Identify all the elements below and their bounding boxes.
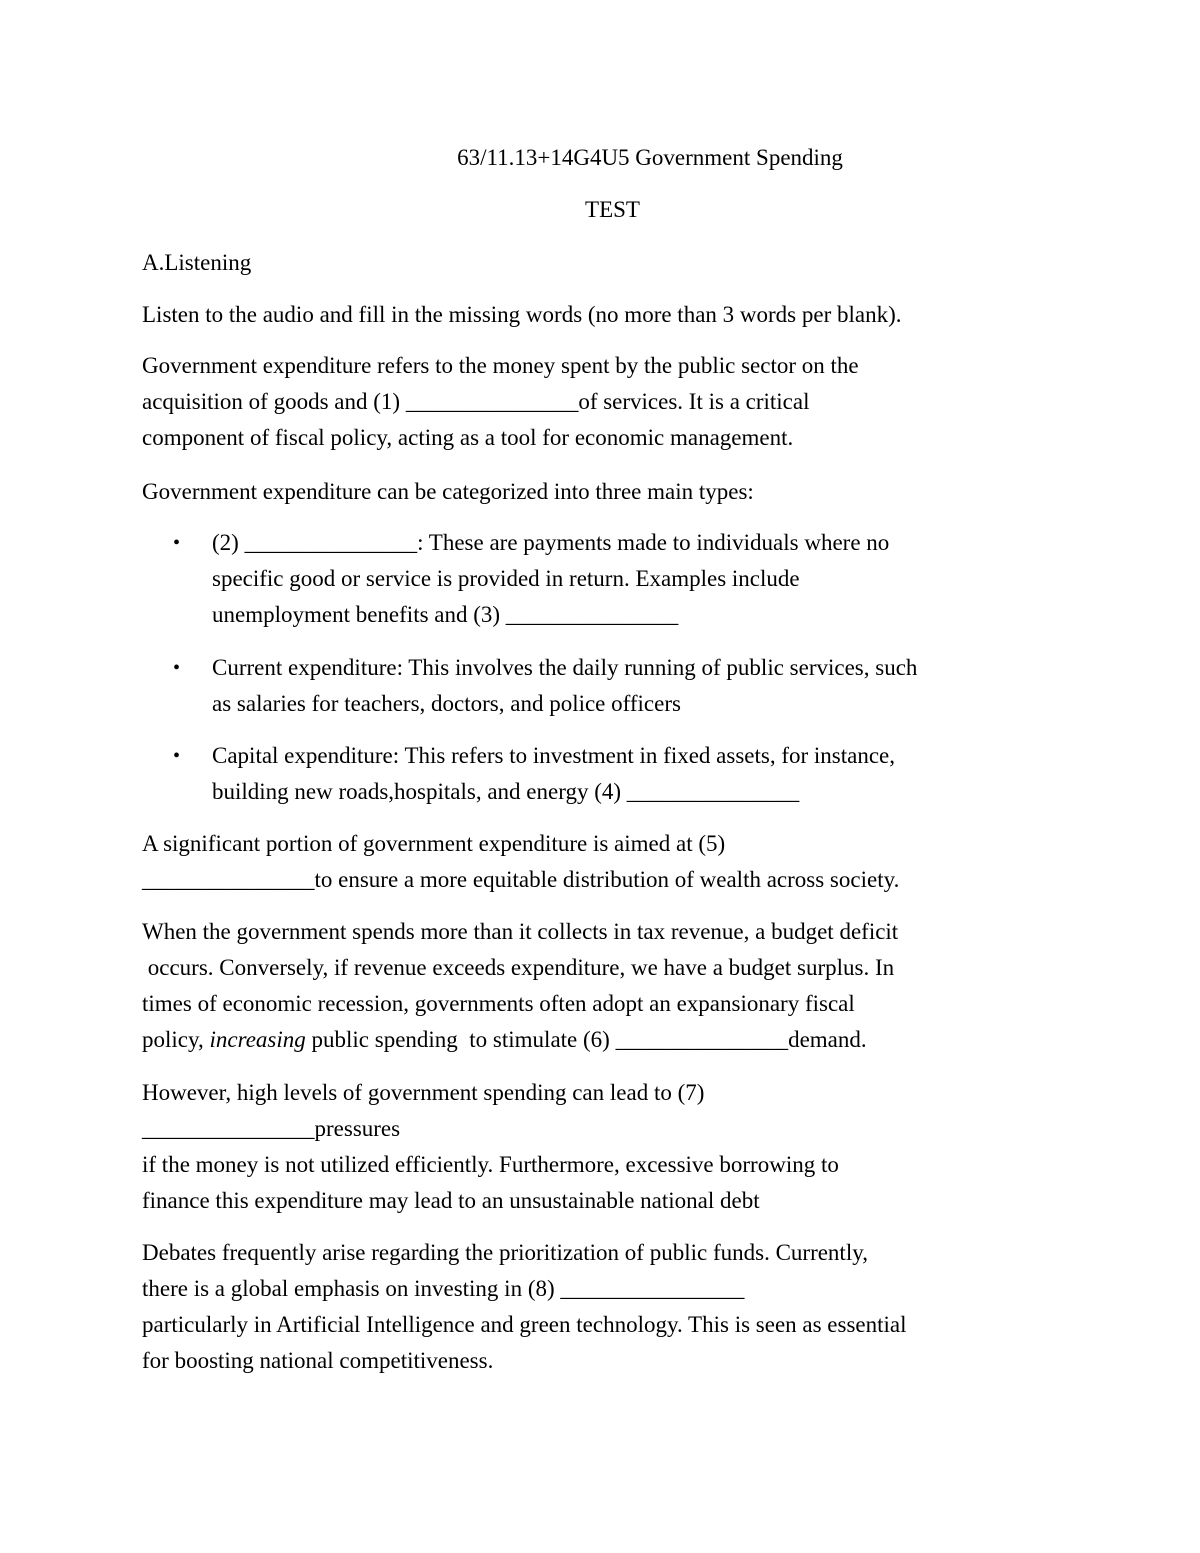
bullet-marker: • <box>173 745 181 767</box>
paragraph-line: there is a global emphasis on investing in (8) ________________ <box>142 1276 745 1301</box>
bullet-line: unemployment benefits and (3) _______________ <box>212 602 679 627</box>
bullet-line: as salaries for teachers, doctors, and police officers <box>212 691 681 716</box>
bullet-line: (2) _______________: These are payments made to individuals where no <box>212 530 890 555</box>
bullet-line: Current expenditure: This involves the daily running of public services, such <box>212 655 918 680</box>
paragraph-line: finance this expenditure may lead to an unsustainable national debt <box>142 1188 760 1213</box>
document-title: 63/11.13+14G4U5 Government Spending <box>457 145 843 170</box>
paragraph-redistribution <box>142 826 1082 898</box>
paragraph-types: Government expenditure can be categorized into three main types: <box>142 479 754 504</box>
paragraph-line: Debates frequently arise regarding the prioritization of public funds. Currently, <box>142 1240 868 1265</box>
italic-word: increasing <box>209 1027 306 1052</box>
paragraph-line: particularly in Artificial Intelligence and green technology. This is seen as essential <box>142 1312 907 1337</box>
bullet-line: specific good or service is provided in return. Examples include <box>212 566 800 591</box>
instruction-text: Listen to the audio and fill in the missing words (no more than 3 words per blank). <box>142 302 902 327</box>
paragraph-line: When the government spends more than it collects in tax revenue, a budget deficit <box>142 919 899 944</box>
paragraph-line: However, high levels of government spending can lead to (7) <box>142 1080 705 1105</box>
bullet-marker: • <box>173 657 181 679</box>
text-span: public spending to stimulate (6) _______________demand. <box>305 1027 867 1052</box>
paragraph-line: component of fiscal policy, acting as a tool for economic management. <box>142 425 794 450</box>
paragraph-line: for boosting national competitiveness. <box>142 1348 494 1373</box>
bullet-line: Capital expenditure: This refers to investment in fixed assets, for instance, <box>212 743 896 768</box>
paragraph-line: Government expenditure refers to the money spent by the public sector on the <box>142 353 859 378</box>
paragraph-line: _______________to ensure a more equitable distribution of wealth across society. <box>142 867 900 892</box>
paragraph-budget <box>142 914 1082 1058</box>
bullet-line: building new roads,hospitals, and energy (4) _______________ <box>212 779 800 804</box>
document-subtitle: TEST <box>585 197 640 222</box>
paragraph-line: _______________pressures <box>142 1116 401 1141</box>
paragraph-line: if the money is not utilized efficiently. Furthermore, excessive borrowing to <box>142 1152 839 1177</box>
paragraph-line: times of economic recession, governments often adopt an expansionary fiscal <box>142 991 855 1016</box>
paragraph-line <box>142 1022 1082 1058</box>
paragraph-intro <box>142 348 1082 456</box>
bullet-marker: • <box>173 532 181 554</box>
text-span: policy, <box>142 1027 210 1052</box>
paragraph-line: acquisition of goods and (1) _______________of services. It is a critical <box>142 389 810 414</box>
paragraph-line: A significant portion of government expenditure is aimed at (5) <box>142 831 726 856</box>
section-heading: A.Listening <box>142 250 252 275</box>
paragraph-priorities <box>142 1235 1082 1379</box>
paragraph-line: occurs. Conversely, if revenue exceeds expenditure, we have a budget surplus. In <box>142 955 895 980</box>
paragraph-inflation <box>142 1075 1082 1219</box>
